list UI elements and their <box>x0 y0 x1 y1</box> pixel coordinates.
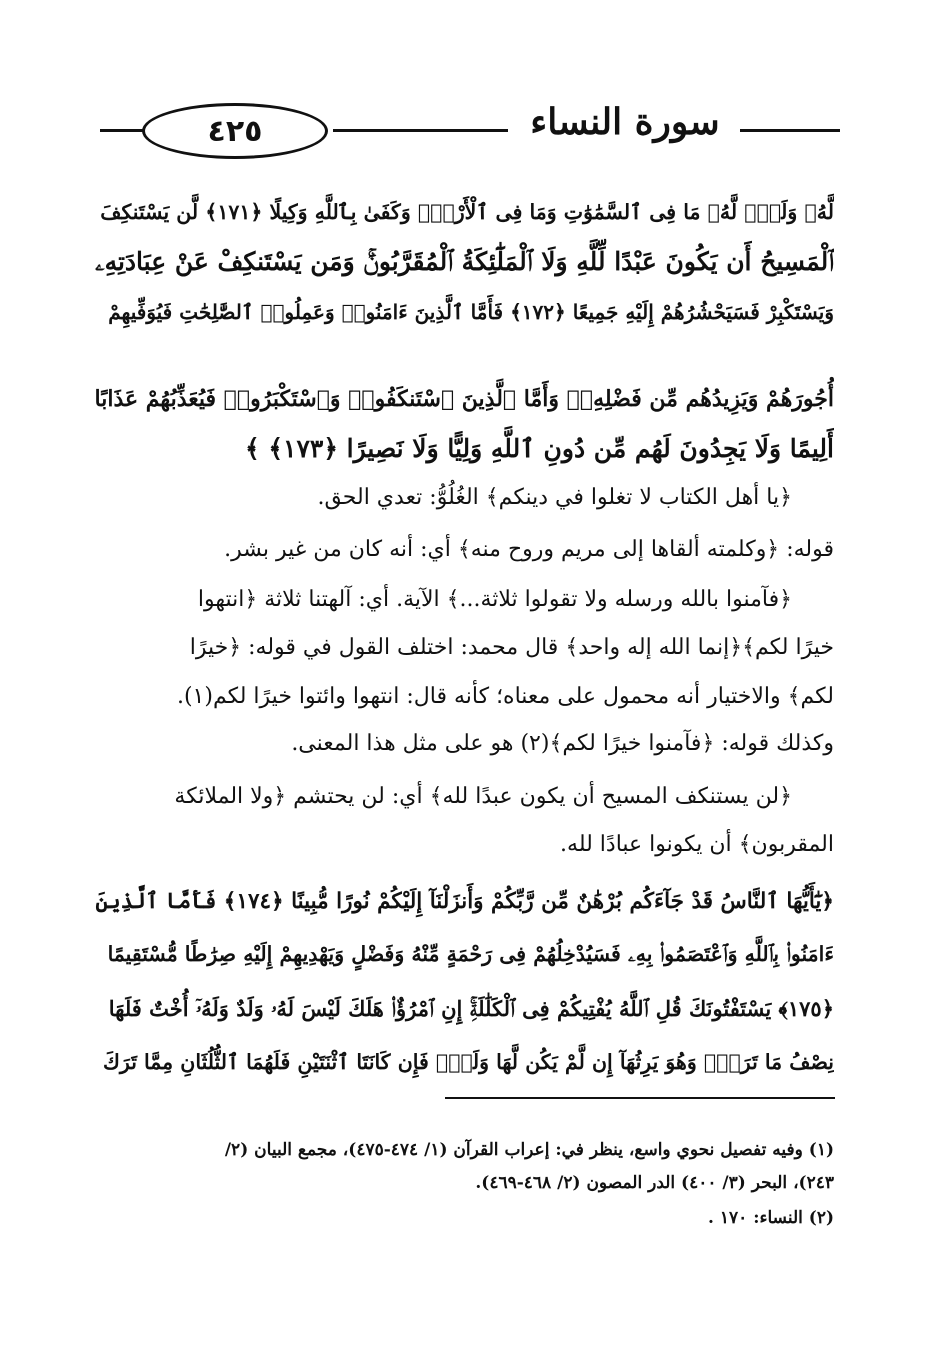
quran-line: أُجُورَهُمْ وَيَزِيدُهُم مِّن فَضْلِهِۦۖ وَأَمَّا ٱلَّذِينَ ٱسْتَنكَفُوا۟ وَٱسْتَكْبَرُوا۟ فَيُعَذِّبُهُمْ عَذَابًا <box>94 386 834 412</box>
quran-line: ٱلْمَسِيحُ أَن يَكُونَ عَبْدًا لِّلَّهِ وَلَا ٱلْمَلَٰٓئِكَةُ ٱلْمُقَرَّبُونَۚ وَمَن يَسْتَنكِفْ عَنْ عِبَادَتِهِۦ <box>95 247 834 276</box>
commentary-line: خيرًا لكم﴾﴿إنما الله إله واحد﴾ قال محمد: اختلف القول في قوله: ﴿خيرًا <box>189 635 834 660</box>
commentary-line: ﴿يا أهل الكتاب لا تغلوا في دينكم﴾ الغُلُوُّ: تعدي الحق. <box>317 485 792 510</box>
quran-line: ءَامَنُوا۟ بِٱللَّهِ وَٱعْتَصَمُوا۟ بِهِۦ فَسَيُدْخِلُهُمْ فِى رَحْمَةٍ مِّنْهُ وَفَضْلٍ وَيَهْدِيهِمْ إِلَيْهِ صِرَٰطًا مُّسْتَقِيمًا <box>107 942 834 966</box>
commentary-line: وكذلك قوله: ﴿فآمنوا خيرًا لكم﴾(٢) هو على مثل هذا المعنى. <box>291 731 834 756</box>
commentary-line: لكم﴾ والاختيار أنه محمول على معناه؛ كأنه قال: انتهوا وائتوا خيرًا لكم(١). <box>176 684 834 709</box>
quran-line: وَيَسْتَكْبِرْ فَسَيَحْشُرُهُمْ إِلَيْهِ جَمِيعًا ﴿١٧٢﴾ فَأَمَّا ٱلَّذِينَ ءَامَنُوا۟ وَعَمِلُوا۟ ٱلصَّٰلِحَٰتِ فَيُوَفِّيهِمْ <box>108 300 834 324</box>
page-header <box>100 95 840 165</box>
commentary-line: ﴿فآمنوا بالله ورسله ولا تقولوا ثلاثة...﴾ الآية. أي: آلهتنا ثلاثة ﴿انتهوا <box>197 587 792 612</box>
header-rule-middle <box>333 129 508 132</box>
footnote: ٢٤٣)، البحر (٣/ ٤٠٠) الدر المصون (٢/ ٤٦٨-٤٦٩). <box>475 1173 834 1193</box>
quran-line: ﴿١٧٥﴾ يَسْتَفْتُونَكَ قُلِ ٱللَّهُ يُفْتِيكُمْ فِى ٱلْكَلَٰلَةِۚ إِنِ ٱمْرُؤٌا۟ هَلَكَ لَيْسَ لَهُۥ وَلَدٌ وَلَهُۥٓ أُخْتٌ فَلَهَا <box>108 996 834 1021</box>
commentary-line: ﴿لن يستنكف المسيح أن يكون عبدًا لله﴾ أي: لن يحتشم ﴿ولا الملائكة <box>174 784 792 809</box>
header-rule-left <box>100 129 145 132</box>
page-number: ٤٢٥ <box>142 103 328 159</box>
quran-line: نِصْفُ مَا تَرَكَۚ وَهُوَ يَرِثُهَآ إِن لَّمْ يَكُن لَّهَا وَلَدٌۚ فَإِن كَانَتَا ٱثْنَتَيْنِ فَلَهُمَا ٱلثُّلُثَانِ مِمَّا تَرَكَ <box>103 1050 834 1074</box>
header-rule-right <box>740 129 840 132</box>
footnote-separator <box>445 1097 835 1099</box>
surah-title: سورة النساء <box>530 101 720 143</box>
quran-line: ﴿يَٰٓأَيُّهَا ٱلنَّاسُ قَدْ جَآءَكُم بُرْهَٰنٌ مِّن رَّبِّكُمْ وَأَنزَلْنَآ إِلَيْكُمْ نُورًا مُّبِينًا ﴿١٧٤﴾ فَأَمَّا ٱلَّذِينَ <box>95 889 834 914</box>
commentary-line: قوله: ﴿وكلمته ألقاها إلى مريم وروح منه﴾ أي: أنه كان من غير بشر. <box>224 537 834 562</box>
quran-line: أَلِيمًا وَلَا يَجِدُونَ لَهُم مِّن دُونِ ٱللَّهِ وَلِيًّا وَلَا نَصِيرًا ﴿١٧٣﴾ ﴾ <box>245 434 834 463</box>
footnote: (٢) النساء: ١٧٠ . <box>708 1208 834 1228</box>
commentary-line: المقربون﴾ أن يكونوا عبادًا لله. <box>560 832 834 857</box>
footnote: (١) وفيه تفصيل نحوي واسع، ينظر في: إعراب القرآن (١/ ٤٧٤-٤٧٥)، مجمع البيان (٢/ <box>224 1140 834 1160</box>
quran-line: لَّهُۥ وَلَدٌۘ لَّهُۥ مَا فِى ٱلسَّمَٰوَٰتِ وَمَا فِى ٱلْأَرْضِۗ وَكَفَىٰ بِٱللَّهِ وَكِيلًا ﴿١٧١﴾ لَّن يَسْتَنكِفَ <box>100 200 834 224</box>
